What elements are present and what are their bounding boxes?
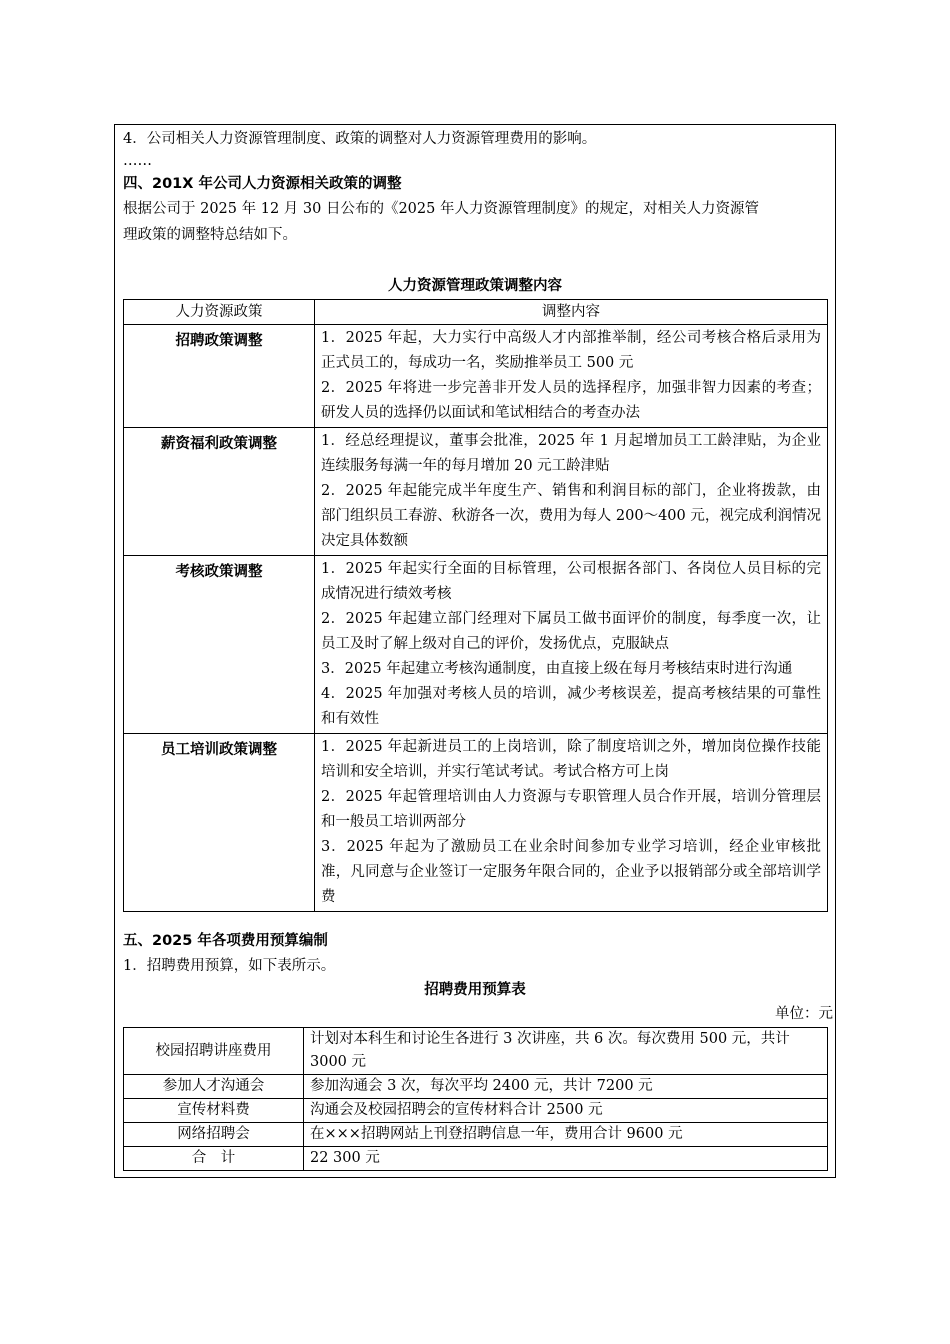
policy-category: 薪资福利政策调整 <box>124 428 315 556</box>
policy-item: 1．2025 年起，大力实行中高级人才内部推举制，经公司考核合格后录用为正式员工的，每成功一名，奖励推举员工 500 元 <box>321 330 821 371</box>
header-content: 调整内容 <box>315 300 828 325</box>
policy-row-compensation <box>124 428 828 556</box>
document-body <box>123 125 833 1166</box>
policy-category: 考核政策调整 <box>124 556 315 734</box>
policy-table-caption: 人力资源管理政策调整内容 <box>388 278 562 294</box>
ellipsis: …… <box>123 153 152 169</box>
budget-item: 宣传材料费 <box>124 1099 304 1123</box>
budget-row <box>124 1028 828 1075</box>
budget-detail: 在×××招聘网站上刊登招聘信息一年，费用合计 9600 元 <box>304 1123 828 1147</box>
section-5-heading: 五、2025 年各项费用预算编制 <box>123 933 328 949</box>
policy-item: 4．2025 年加强对考核人员的培训，减少考核误差，提高考核结果的可靠性和有效性 <box>321 686 821 727</box>
policy-row-assessment <box>124 556 828 734</box>
budget-detail: 计划对本科生和讨论生各进行 3 次讲座，共 6 次。每次费用 500 元，共计 3000 元 <box>304 1028 828 1075</box>
budget-table <box>123 1027 828 1171</box>
budget-total-row <box>124 1147 828 1171</box>
budget-row <box>124 1099 828 1123</box>
policy-item: 2．2025 年起管理培训由人力资源与专职管理人员合作开展，培训分管理层和一般员工培训两部分 <box>321 789 821 830</box>
policy-category: 员工培训政策调整 <box>124 734 315 912</box>
policy-item: 3．2025 年起为了激励员工在业余时间参加专业学习培训，经企业审核批准，凡同意与企业签订一定服务年限合同的，企业予以报销部分或全部培训学费 <box>321 839 821 905</box>
policy-category: 招聘政策调整 <box>124 325 315 428</box>
document-frame <box>114 124 836 1178</box>
section-5-item-1: 1．招聘费用预算，如下表所示。 <box>123 958 336 974</box>
policy-table-header-row <box>124 300 828 325</box>
budget-row <box>124 1075 828 1099</box>
policy-content <box>315 428 828 556</box>
budget-total-value: 22 300 元 <box>304 1147 828 1171</box>
budget-row <box>124 1123 828 1147</box>
budget-detail: 沟通会及校园招聘会的宣传材料合计 2500 元 <box>304 1099 828 1123</box>
budget-detail: 参加沟通会 3 次，每次平均 2400 元，共计 7200 元 <box>304 1075 828 1099</box>
section-4-paragraph-line-1: 根据公司于 2025 年 12 月 30 日公布的《2025 年人力资源管理制度》的规定，对相关人力资源管 <box>123 201 759 217</box>
budget-table-caption: 招聘费用预算表 <box>424 982 526 998</box>
policy-content <box>315 325 828 428</box>
policy-table <box>123 299 828 912</box>
policy-row-recruitment <box>124 325 828 428</box>
budget-item: 网络招聘会 <box>124 1123 304 1147</box>
policy-content <box>315 556 828 734</box>
section-4-heading: 四、201X 年公司人力资源相关政策的调整 <box>123 176 402 192</box>
header-policy: 人力资源政策 <box>124 300 315 325</box>
policy-item: 2．2025 年起能完成半年度生产、销售和利润目标的部门，企业将拨款，由部门组织员工春游、秋游各一次，费用为每人 200～400 元，视完成利润情况决定具体数额 <box>321 483 821 549</box>
policy-row-training <box>124 734 828 912</box>
policy-content <box>315 734 828 912</box>
budget-total-label: 合 计 <box>124 1147 304 1171</box>
policy-item: 2．2025 年将进一步完善非开发人员的选择程序，加强非智力因素的考查；研发人员的选择仍以面试和笔试相结合的考查办法 <box>321 380 821 421</box>
policy-item: 1．2025 年起实行全面的目标管理，公司根据各部门、各岗位人员目标的完成情况进行绩效考核 <box>321 561 821 602</box>
budget-unit: 单位：元 <box>775 1006 833 1022</box>
policy-item: 1．经总经理提议，董事会批准，2025 年 1 月起增加员工工龄津贴，为企业连续服务每满一年的每月增加 20 元工龄津贴 <box>321 433 821 474</box>
policy-item: 2．2025 年起建立部门经理对下属员工做书面评价的制度，每季度一次，让员工及时了解上级对自己的评价，发扬优点，克服缺点 <box>321 611 821 652</box>
policy-item: 3．2025 年起建立考核沟通制度，由直接上级在每月考核结束时进行沟通 <box>321 661 793 677</box>
policy-item: 1．2025 年起新进员工的上岗培训，除了制度培训之外，增加岗位操作技能培训和安全培训，并实行笔试考试。考试合格方可上岗 <box>321 739 821 780</box>
budget-item: 校园招聘讲座费用 <box>124 1028 304 1075</box>
budget-item: 参加人才沟通会 <box>124 1075 304 1099</box>
intro-item-4: 4．公司相关人力资源管理制度、政策的调整对人力资源管理费用的影响。 <box>123 131 597 147</box>
section-4-paragraph-line-2: 理政策的调整特总结如下。 <box>123 227 297 243</box>
